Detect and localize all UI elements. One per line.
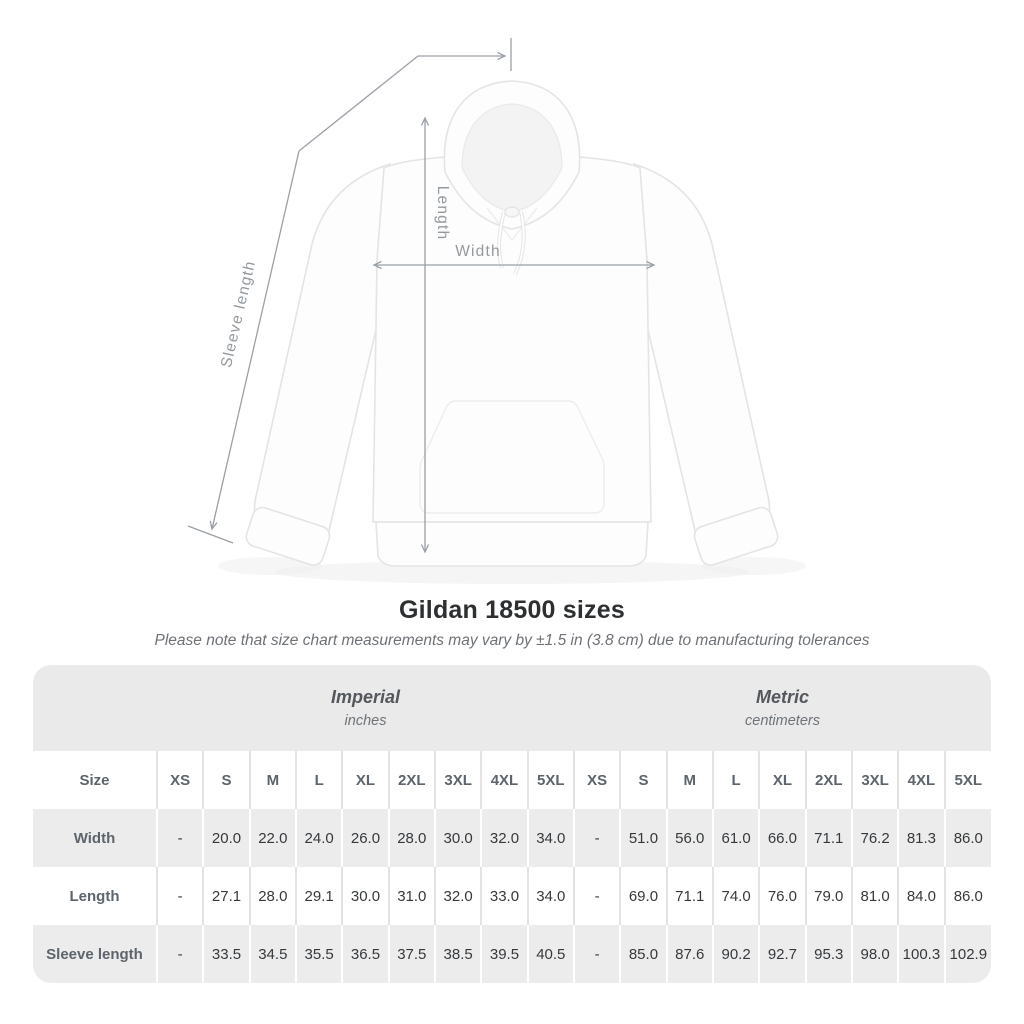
width-row (33, 809, 991, 867)
col-header-metric-m: M (667, 751, 713, 809)
table-cell: 98.0 (852, 925, 898, 983)
col-header-metric-xl: XL (759, 751, 805, 809)
table-cell: 20.0 (203, 809, 249, 867)
size-header-row (33, 751, 991, 809)
table-cell: 34.0 (528, 809, 574, 867)
table-cell: 33.0 (481, 867, 527, 925)
table-cell: 28.0 (250, 867, 296, 925)
table-cell: 71.1 (667, 867, 713, 925)
table-cell: - (574, 809, 620, 867)
table-cell: 29.1 (296, 867, 342, 925)
table-cell: 56.0 (667, 809, 713, 867)
right-sleeve (634, 164, 770, 555)
col-header-imperial-5xl: 5XL (528, 751, 574, 809)
table-cell: 24.0 (296, 809, 342, 867)
page-title: Gildan 18500 sizes (399, 596, 625, 624)
table-cell: 33.5 (203, 925, 249, 983)
table-cell: 27.1 (203, 867, 249, 925)
size-table-card (33, 665, 991, 983)
table-cell: - (574, 867, 620, 925)
table-cell: 76.0 (759, 867, 805, 925)
row-label-sleeve-length: Sleeve length (46, 945, 143, 963)
col-header-imperial-3xl: 3XL (435, 751, 481, 809)
table-cell: - (157, 809, 203, 867)
table-cell: 32.0 (481, 809, 527, 867)
imperial-group-header (157, 665, 574, 751)
left-sleeve (254, 164, 390, 555)
col-header-metric-2xl: 2XL (806, 751, 852, 809)
table-cell: 95.3 (806, 925, 852, 983)
table-cell: 90.2 (713, 925, 759, 983)
table-cell: 37.5 (389, 925, 435, 983)
table-cell: 76.2 (852, 809, 898, 867)
row-label-width: Width (73, 829, 116, 847)
length-label: Length (434, 185, 451, 241)
col-header-imperial-s: S (203, 751, 249, 809)
col-header-imperial-4xl: 4XL (481, 751, 527, 809)
col-header-imperial-xs: XS (157, 751, 203, 809)
col-header-metric-3xl: 3XL (852, 751, 898, 809)
row-label-length: Length (69, 887, 120, 905)
table-cell: 30.0 (435, 809, 481, 867)
table-cell: 26.0 (342, 809, 388, 867)
table-cell: 66.0 (759, 809, 805, 867)
metric-unit: centimeters (745, 713, 820, 729)
col-header-imperial-l: L (296, 751, 342, 809)
hem-band (376, 522, 648, 566)
table-cell: 85.0 (620, 925, 666, 983)
table-cell: 34.5 (250, 925, 296, 983)
table-cell: 61.0 (713, 809, 759, 867)
table-cell: 51.0 (620, 809, 666, 867)
col-header-metric-5xl: 5XL (945, 751, 991, 809)
table-cell: - (157, 867, 203, 925)
width-label: Width (455, 243, 501, 260)
table-cell: 36.5 (342, 925, 388, 983)
col-header-imperial-m: M (250, 751, 296, 809)
table-cell: 30.0 (342, 867, 388, 925)
table-cell: - (157, 925, 203, 983)
length-row (33, 867, 991, 925)
table-cell: 39.5 (481, 925, 527, 983)
table-cell: 74.0 (713, 867, 759, 925)
table-cell: 31.0 (389, 867, 435, 925)
table-cell: 81.3 (898, 809, 944, 867)
table-cell: 69.0 (620, 867, 666, 925)
size-column-header: Size (33, 751, 157, 809)
table-cell: 71.1 (806, 809, 852, 867)
col-header-metric-s: S (620, 751, 666, 809)
col-header-metric-l: L (713, 751, 759, 809)
table-cell: 22.0 (250, 809, 296, 867)
table-cell: 86.0 (945, 867, 991, 925)
table-cell: 81.0 (852, 867, 898, 925)
table-cell: 87.6 (667, 925, 713, 983)
table-cell: - (574, 925, 620, 983)
hoodie-illustration (244, 81, 781, 568)
table-cell: 28.0 (389, 809, 435, 867)
table-cell: 38.5 (435, 925, 481, 983)
col-header-imperial-xl: XL (342, 751, 388, 809)
table-cell: 34.0 (528, 867, 574, 925)
table-cell: 79.0 (806, 867, 852, 925)
table-cell: 102.9 (945, 925, 991, 983)
table-cell: 32.0 (435, 867, 481, 925)
imperial-label: Imperial (330, 687, 401, 707)
band-spacer (33, 665, 157, 751)
size-table (33, 751, 991, 983)
metric-group-header (574, 665, 991, 751)
col-header-metric-4xl: 4XL (898, 751, 944, 809)
metric-label: Metric (755, 687, 809, 707)
col-header-metric-xs: XS (574, 751, 620, 809)
table-cell: 35.5 (296, 925, 342, 983)
imperial-unit: inches (344, 713, 387, 729)
table-cell: 92.7 (759, 925, 805, 983)
sleeve-length-row (33, 925, 991, 983)
table-cell: 86.0 (945, 809, 991, 867)
col-header-imperial-2xl: 2XL (389, 751, 435, 809)
unit-group-band (33, 665, 991, 751)
tolerance-note: Please note that size chart measurements may vary by ±1.5 in (3.8 cm) due to manufacturing tolerances (154, 632, 870, 649)
table-cell: 40.5 (528, 925, 574, 983)
table-cell: 100.3 (898, 925, 944, 983)
sleeve-length-label: Sleeve length (218, 258, 260, 370)
table-cell: 84.0 (898, 867, 944, 925)
